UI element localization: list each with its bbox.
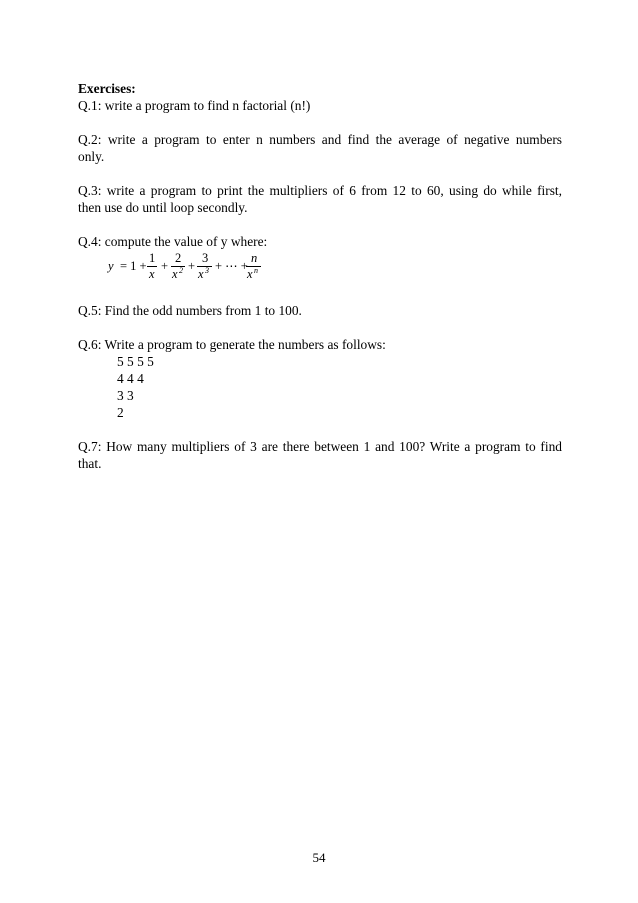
term-1-numerator: 1: [149, 251, 156, 265]
question-7: [78, 438, 562, 472]
term-2-exponent: 2: [179, 266, 183, 275]
series-formula: [108, 250, 562, 282]
question-6: [78, 336, 562, 421]
number-pattern: [117, 353, 562, 421]
formula-y: y: [108, 259, 114, 273]
question-7-line-2: that.: [78, 456, 102, 471]
term-2-denominator: x: [172, 267, 178, 281]
question-3-line-2: then use do until loop secondly.: [78, 200, 248, 215]
formula-plus-2: +: [188, 259, 196, 273]
term-1-denominator: x: [149, 267, 155, 281]
formula-plus-1: +: [161, 259, 169, 273]
pattern-row: 2: [117, 405, 124, 420]
pattern-row: 5 5 5 5: [117, 354, 154, 369]
term-3-denominator: x: [198, 267, 204, 281]
question-4: [78, 233, 562, 282]
question-2-line-1: Q.2: write a program to enter n numbers and find the average of negative numbers: [78, 132, 562, 147]
formula-ellipsis: + ⋯ +: [215, 259, 248, 273]
exercises-heading: Exercises:: [78, 81, 136, 96]
term-3-exponent: 3: [205, 266, 209, 275]
term-n-denominator: x: [247, 267, 253, 281]
pattern-row: 4 4 4: [117, 371, 144, 386]
question-4-text: Q.4: compute the value of y where:: [78, 234, 268, 249]
term-3-numerator: 3: [202, 251, 209, 265]
question-7-line-1: Q.7: How many multipliers of 3 are there between 1 and 100? Write a program to find: [78, 439, 562, 454]
question-2: [78, 131, 562, 165]
page-number: 54: [312, 850, 326, 865]
exercise-page: [78, 80, 562, 472]
question-5: Q.5: Find the odd numbers from 1 to 100.: [78, 303, 302, 318]
question-1: Q.1: write a program to find n factorial (n!): [78, 98, 311, 113]
question-2-line-2: only.: [78, 149, 105, 164]
formula-equals-one: = 1 +: [120, 259, 147, 273]
question-3: [78, 182, 562, 216]
pattern-row: 3 3: [117, 388, 134, 403]
question-6-text: Q.6: Write a program to generate the numbers as follows:: [78, 337, 386, 352]
question-3-line-1: Q.3: write a program to print the multipliers of 6 from 12 to 60, using do while first,: [78, 183, 562, 198]
term-n-numerator: n: [251, 251, 258, 265]
term-2-numerator: 2: [175, 251, 182, 265]
term-n-exponent: n: [254, 266, 258, 275]
